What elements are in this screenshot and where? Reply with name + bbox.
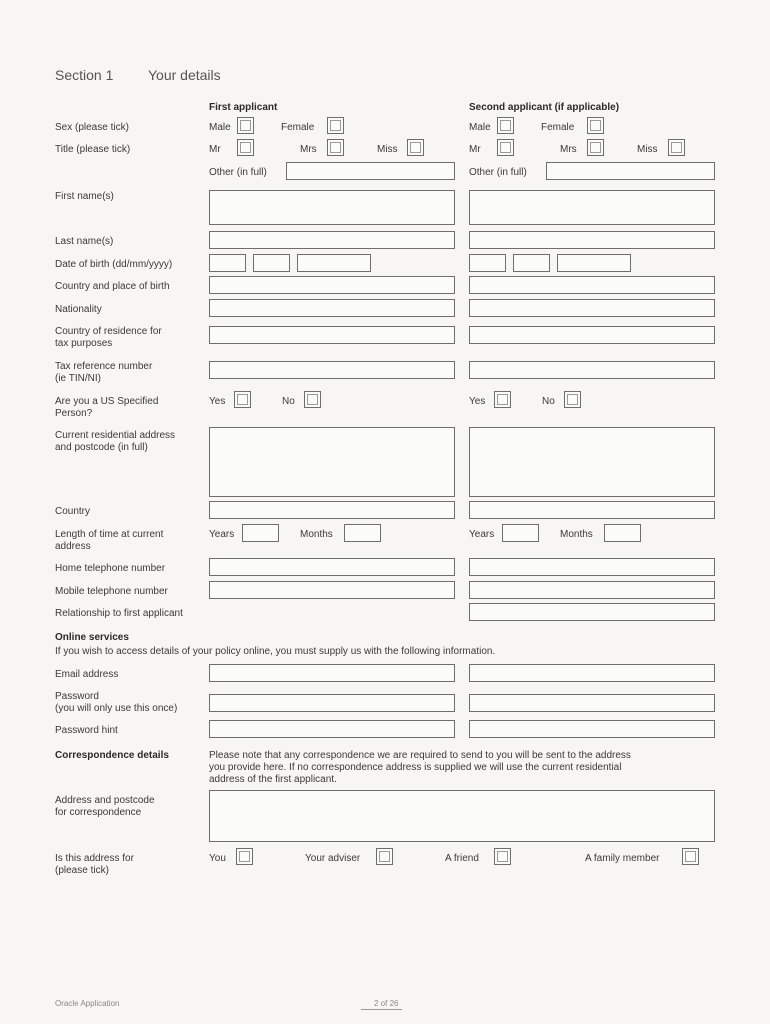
a1-male-checkbox[interactable]: [237, 117, 254, 134]
a1-female-checkbox[interactable]: [327, 117, 344, 134]
a2-relationship-input[interactable]: [469, 603, 715, 621]
a1-country-birth-input[interactable]: [209, 276, 455, 294]
a2-male-label: Male: [469, 122, 491, 133]
a1-mrs-checkbox[interactable]: [327, 139, 344, 156]
country-birth-label: Country and place of birth: [55, 281, 170, 292]
a2-female-checkbox[interactable]: [587, 117, 604, 134]
a2-months-label: Months: [560, 529, 593, 540]
a2-taxref-input[interactable]: [469, 361, 715, 379]
a1-years-input[interactable]: [242, 524, 279, 542]
corr-friend-label: A friend: [445, 853, 479, 864]
a2-months-input[interactable]: [604, 524, 641, 542]
a1-nationality-input[interactable]: [209, 299, 455, 317]
first-applicant-heading: First applicant: [209, 102, 278, 113]
a2-residence-input[interactable]: [469, 326, 715, 344]
corr-for-label-line2: (please tick): [55, 865, 109, 876]
a2-email-input[interactable]: [469, 664, 715, 682]
a1-no-label: No: [282, 396, 295, 407]
a2-years-input[interactable]: [502, 524, 539, 542]
a1-address-input[interactable]: [209, 427, 455, 497]
residence-label-line1: Country of residence for: [55, 326, 162, 337]
correspondence-note-line3: address of the first applicant.: [209, 774, 337, 785]
taxref-label-line1: Tax reference number: [55, 361, 153, 372]
address-label-line1: Current residential address: [55, 430, 176, 441]
a2-password-hint-input[interactable]: [469, 720, 715, 738]
a2-us-no-checkbox[interactable]: [564, 391, 581, 408]
a1-password-input[interactable]: [209, 694, 455, 712]
a2-mr-checkbox[interactable]: [497, 139, 514, 156]
section-number: Section 1: [55, 67, 114, 83]
corr-address-label-line2: for correspondence: [55, 807, 142, 818]
a1-other-title-input[interactable]: [286, 162, 455, 180]
a2-miss-label: Miss: [637, 144, 658, 155]
corr-you-checkbox[interactable]: [236, 848, 253, 865]
password-label-line1: Password: [55, 691, 99, 702]
a1-home-tel-input[interactable]: [209, 558, 455, 576]
a2-years-label: Years: [469, 529, 495, 540]
a2-nationality-input[interactable]: [469, 299, 715, 317]
a1-male-label: Male: [209, 122, 231, 133]
a1-last-names-input[interactable]: [209, 231, 455, 249]
a2-first-names-input[interactable]: [469, 190, 715, 225]
page-number-underline: [361, 1009, 402, 1010]
last-names-label: Last name(s): [55, 236, 114, 247]
us-label-line1: Are you a US Specified: [55, 396, 159, 407]
a1-mobile-tel-input[interactable]: [209, 581, 455, 599]
a1-residence-input[interactable]: [209, 326, 455, 344]
email-label: Email address: [55, 669, 119, 680]
section-title: Your details: [148, 67, 221, 83]
corr-friend-checkbox[interactable]: [494, 848, 511, 865]
relationship-label: Relationship to first applicant: [55, 608, 183, 619]
correspondence-note-line1: Please note that any correspondence we are required to send to you will be sent to the address: [209, 750, 631, 761]
address-label-line2: and postcode (in full): [55, 442, 148, 453]
a1-dob-day-input[interactable]: [209, 254, 246, 272]
online-services-heading: Online services: [55, 632, 129, 643]
first-names-label: First name(s): [55, 191, 114, 202]
a1-mr-label: Mr: [209, 144, 221, 155]
a2-mrs-checkbox[interactable]: [587, 139, 604, 156]
a2-us-yes-checkbox[interactable]: [494, 391, 511, 408]
correspondence-note-line2: you provide here. If no correspondence address is supplied we will use the current residential: [209, 762, 622, 773]
a2-last-names-input[interactable]: [469, 231, 715, 249]
a1-dob-year-input[interactable]: [297, 254, 371, 272]
a1-months-input[interactable]: [344, 524, 381, 542]
a1-password-hint-input[interactable]: [209, 720, 455, 738]
a1-us-yes-checkbox[interactable]: [234, 391, 251, 408]
password-hint-label: Password hint: [55, 725, 118, 736]
a2-mr-label: Mr: [469, 144, 481, 155]
a1-us-no-checkbox[interactable]: [304, 391, 321, 408]
a1-taxref-input[interactable]: [209, 361, 455, 379]
home-tel-label: Home telephone number: [55, 563, 166, 574]
a2-other-title-input[interactable]: [546, 162, 715, 180]
a1-miss-label: Miss: [377, 144, 398, 155]
residence-label-line2: tax purposes: [55, 338, 113, 349]
corr-family-checkbox[interactable]: [682, 848, 699, 865]
a2-yes-label: Yes: [469, 396, 486, 407]
a2-mobile-tel-input[interactable]: [469, 581, 715, 599]
corr-address-label-line1: Address and postcode: [55, 795, 155, 806]
a2-other-label: Other (in full): [469, 167, 527, 178]
a1-country-input[interactable]: [209, 501, 455, 519]
sex-label: Sex (please tick): [55, 122, 129, 133]
taxref-label-line2: (ie TIN/NI): [55, 373, 101, 384]
length-label-line1: Length of time at current: [55, 529, 164, 540]
footer-title: Oracle Application: [55, 999, 120, 1008]
a2-miss-checkbox[interactable]: [668, 139, 685, 156]
a2-no-label: No: [542, 396, 555, 407]
a1-months-label: Months: [300, 529, 333, 540]
corr-address-input[interactable]: [209, 790, 715, 842]
a1-mrs-label: Mrs: [300, 144, 317, 155]
a2-home-tel-input[interactable]: [469, 558, 715, 576]
a2-female-label: Female: [541, 122, 575, 133]
a2-dob-month-input[interactable]: [513, 254, 550, 272]
corr-family-label: A family member: [585, 853, 660, 864]
country-label: Country: [55, 506, 91, 517]
length-label-line2: address: [55, 541, 91, 552]
a2-country-birth-input[interactable]: [469, 276, 715, 294]
a1-years-label: Years: [209, 529, 235, 540]
a1-other-label: Other (in full): [209, 167, 267, 178]
a1-email-input[interactable]: [209, 664, 455, 682]
corr-you-label: You: [209, 853, 226, 864]
a1-mr-checkbox[interactable]: [237, 139, 254, 156]
title-label: Title (please tick): [55, 144, 131, 155]
password-label-line2: (you will only use this once): [55, 703, 178, 714]
a2-mrs-label: Mrs: [560, 144, 577, 155]
mobile-tel-label: Mobile telephone number: [55, 586, 168, 597]
a2-address-input[interactable]: [469, 427, 715, 497]
correspondence-heading: Correspondence details: [55, 750, 169, 761]
a1-dob-month-input[interactable]: [253, 254, 290, 272]
a1-yes-label: Yes: [209, 396, 226, 407]
a2-dob-day-input[interactable]: [469, 254, 506, 272]
nationality-label: Nationality: [55, 304, 102, 315]
a1-miss-checkbox[interactable]: [407, 139, 424, 156]
dob-label: Date of birth (dd/mm/yyyy): [55, 259, 173, 270]
corr-adviser-checkbox[interactable]: [376, 848, 393, 865]
a1-female-label: Female: [281, 122, 315, 133]
page-number: 2 of 26: [374, 999, 399, 1008]
online-services-intro: If you wish to access details of your policy online, you must supply us with the following information.: [55, 646, 496, 657]
a2-male-checkbox[interactable]: [497, 117, 514, 134]
corr-adviser-label: Your adviser: [305, 853, 361, 864]
a2-password-input[interactable]: [469, 694, 715, 712]
us-label-line2: Person?: [55, 408, 93, 419]
a2-dob-year-input[interactable]: [557, 254, 631, 272]
second-applicant-heading: Second applicant (if applicable): [469, 102, 620, 113]
a2-country-input[interactable]: [469, 501, 715, 519]
a1-first-names-input[interactable]: [209, 190, 455, 225]
corr-for-label-line1: Is this address for: [55, 853, 134, 864]
